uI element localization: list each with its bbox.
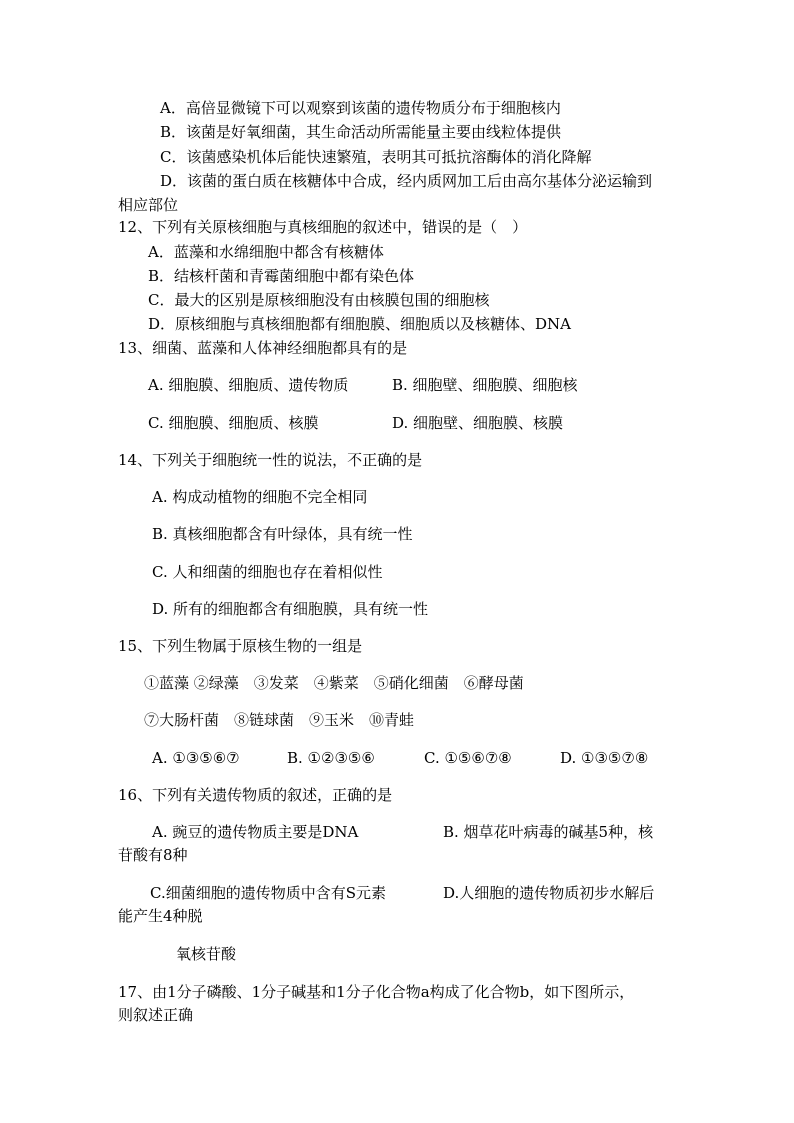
q17-stem: 17、由1分子磷酸、1分子碱基和1分子化合物a构成了化合物b，如下图所示， — [118, 983, 635, 1001]
q16-option-d: D.人细胞的遗传物质初步水解后 — [443, 884, 655, 902]
q16-stem: 16、下列有关遗传物质的叙述，正确的是 — [118, 786, 393, 804]
q14-stem: 14、下列关于细胞统一性的说法，不正确的是 — [118, 451, 423, 469]
q13-option-c: C. 细胞膜、细胞质、核膜 — [148, 414, 319, 432]
q16-option-a: A. 豌豆的遗传物质主要是DNA — [152, 823, 359, 841]
q13-option-a: A. 细胞膜、细胞质、遗传物质 — [148, 376, 349, 394]
q15-stem: 15、下列生物属于原核生物的一组是 — [118, 637, 363, 655]
q16-option-d-cont: 能产生4种脱 — [118, 907, 203, 925]
q11-option-d: D．该菌的蛋白质在核糖体中合成，经内质网加工后由高尔基体分泌运输到 — [160, 172, 653, 190]
q12-option-c: C．最大的区别是原核细胞没有由核膜包围的细胞核 — [148, 291, 490, 309]
q15-option-a: A. ①③⑤⑥⑦ — [152, 749, 240, 767]
q17-stem-cont: 则叙述正确 — [118, 1006, 194, 1024]
q16-option-d-cont2: 氧核苷酸 — [176, 945, 237, 963]
q11-option-d-cont: 相应部位 — [118, 196, 179, 214]
q16-option-c: C.细菌细胞的遗传物质中含有S元素 — [150, 884, 386, 902]
q15-items-1: ①蓝藻 ②绿藻 ③发菜 ④紫菜 ⑤硝化细菌 ⑥酵母菌 — [144, 674, 524, 692]
q13-option-b: B. 细胞壁、细胞膜、细胞核 — [392, 376, 578, 394]
q14-option-b: B. 真核细胞都含有叶绿体，具有统一性 — [152, 525, 413, 543]
q12-option-d: D．原核细胞与真核细胞都有细胞膜、细胞质以及核糖体、DNA — [148, 315, 572, 333]
q16-option-b: B. 烟草花叶病毒的碱基5种，核 — [443, 823, 654, 841]
q11-option-c: C．该菌感染机体后能快速繁殖，表明其可抵抗溶酶体的消化降解 — [160, 148, 592, 166]
q14-option-a: A. 构成动植物的细胞不完全相同 — [152, 488, 368, 506]
q11-option-b: B．该菌是好氧细菌，其生命活动所需能量主要由线粒体提供 — [160, 123, 562, 141]
q14-option-d: D. 所有的细胞都含有细胞膜，具有统一性 — [152, 600, 429, 618]
q13-stem: 13、细菌、蓝藻和人体神经细胞都具有的是 — [118, 339, 408, 357]
q11-option-a: A．高倍显微镜下可以观察到该菌的遗传物质分布于细胞核内 — [160, 99, 561, 117]
q13-option-d: D. 细胞壁、细胞膜、核膜 — [392, 414, 564, 432]
q12-stem: 12、下列有关原核细胞与真核细胞的叙述中，错误的是（ ） — [118, 218, 528, 236]
q12-option-a: A．蓝藻和水绵细胞中都含有核糖体 — [148, 243, 384, 261]
q15-items-2: ⑦大肠杆菌 ⑧链球菌 ⑨玉米 ⑩青蛙 — [144, 711, 415, 729]
q15-option-d: D. ①③⑤⑦⑧ — [560, 749, 649, 767]
q16-option-b-cont: 苷酸有8种 — [118, 846, 188, 864]
q15-option-c: C. ①⑤⑥⑦⑧ — [424, 749, 512, 767]
q14-option-c: C. 人和细菌的细胞也存在着相似性 — [152, 563, 383, 581]
q15-option-b: B. ①②③⑤⑥ — [287, 749, 375, 767]
q12-option-b: B．结核杆菌和青霉菌细胞中都有染色体 — [148, 267, 415, 285]
